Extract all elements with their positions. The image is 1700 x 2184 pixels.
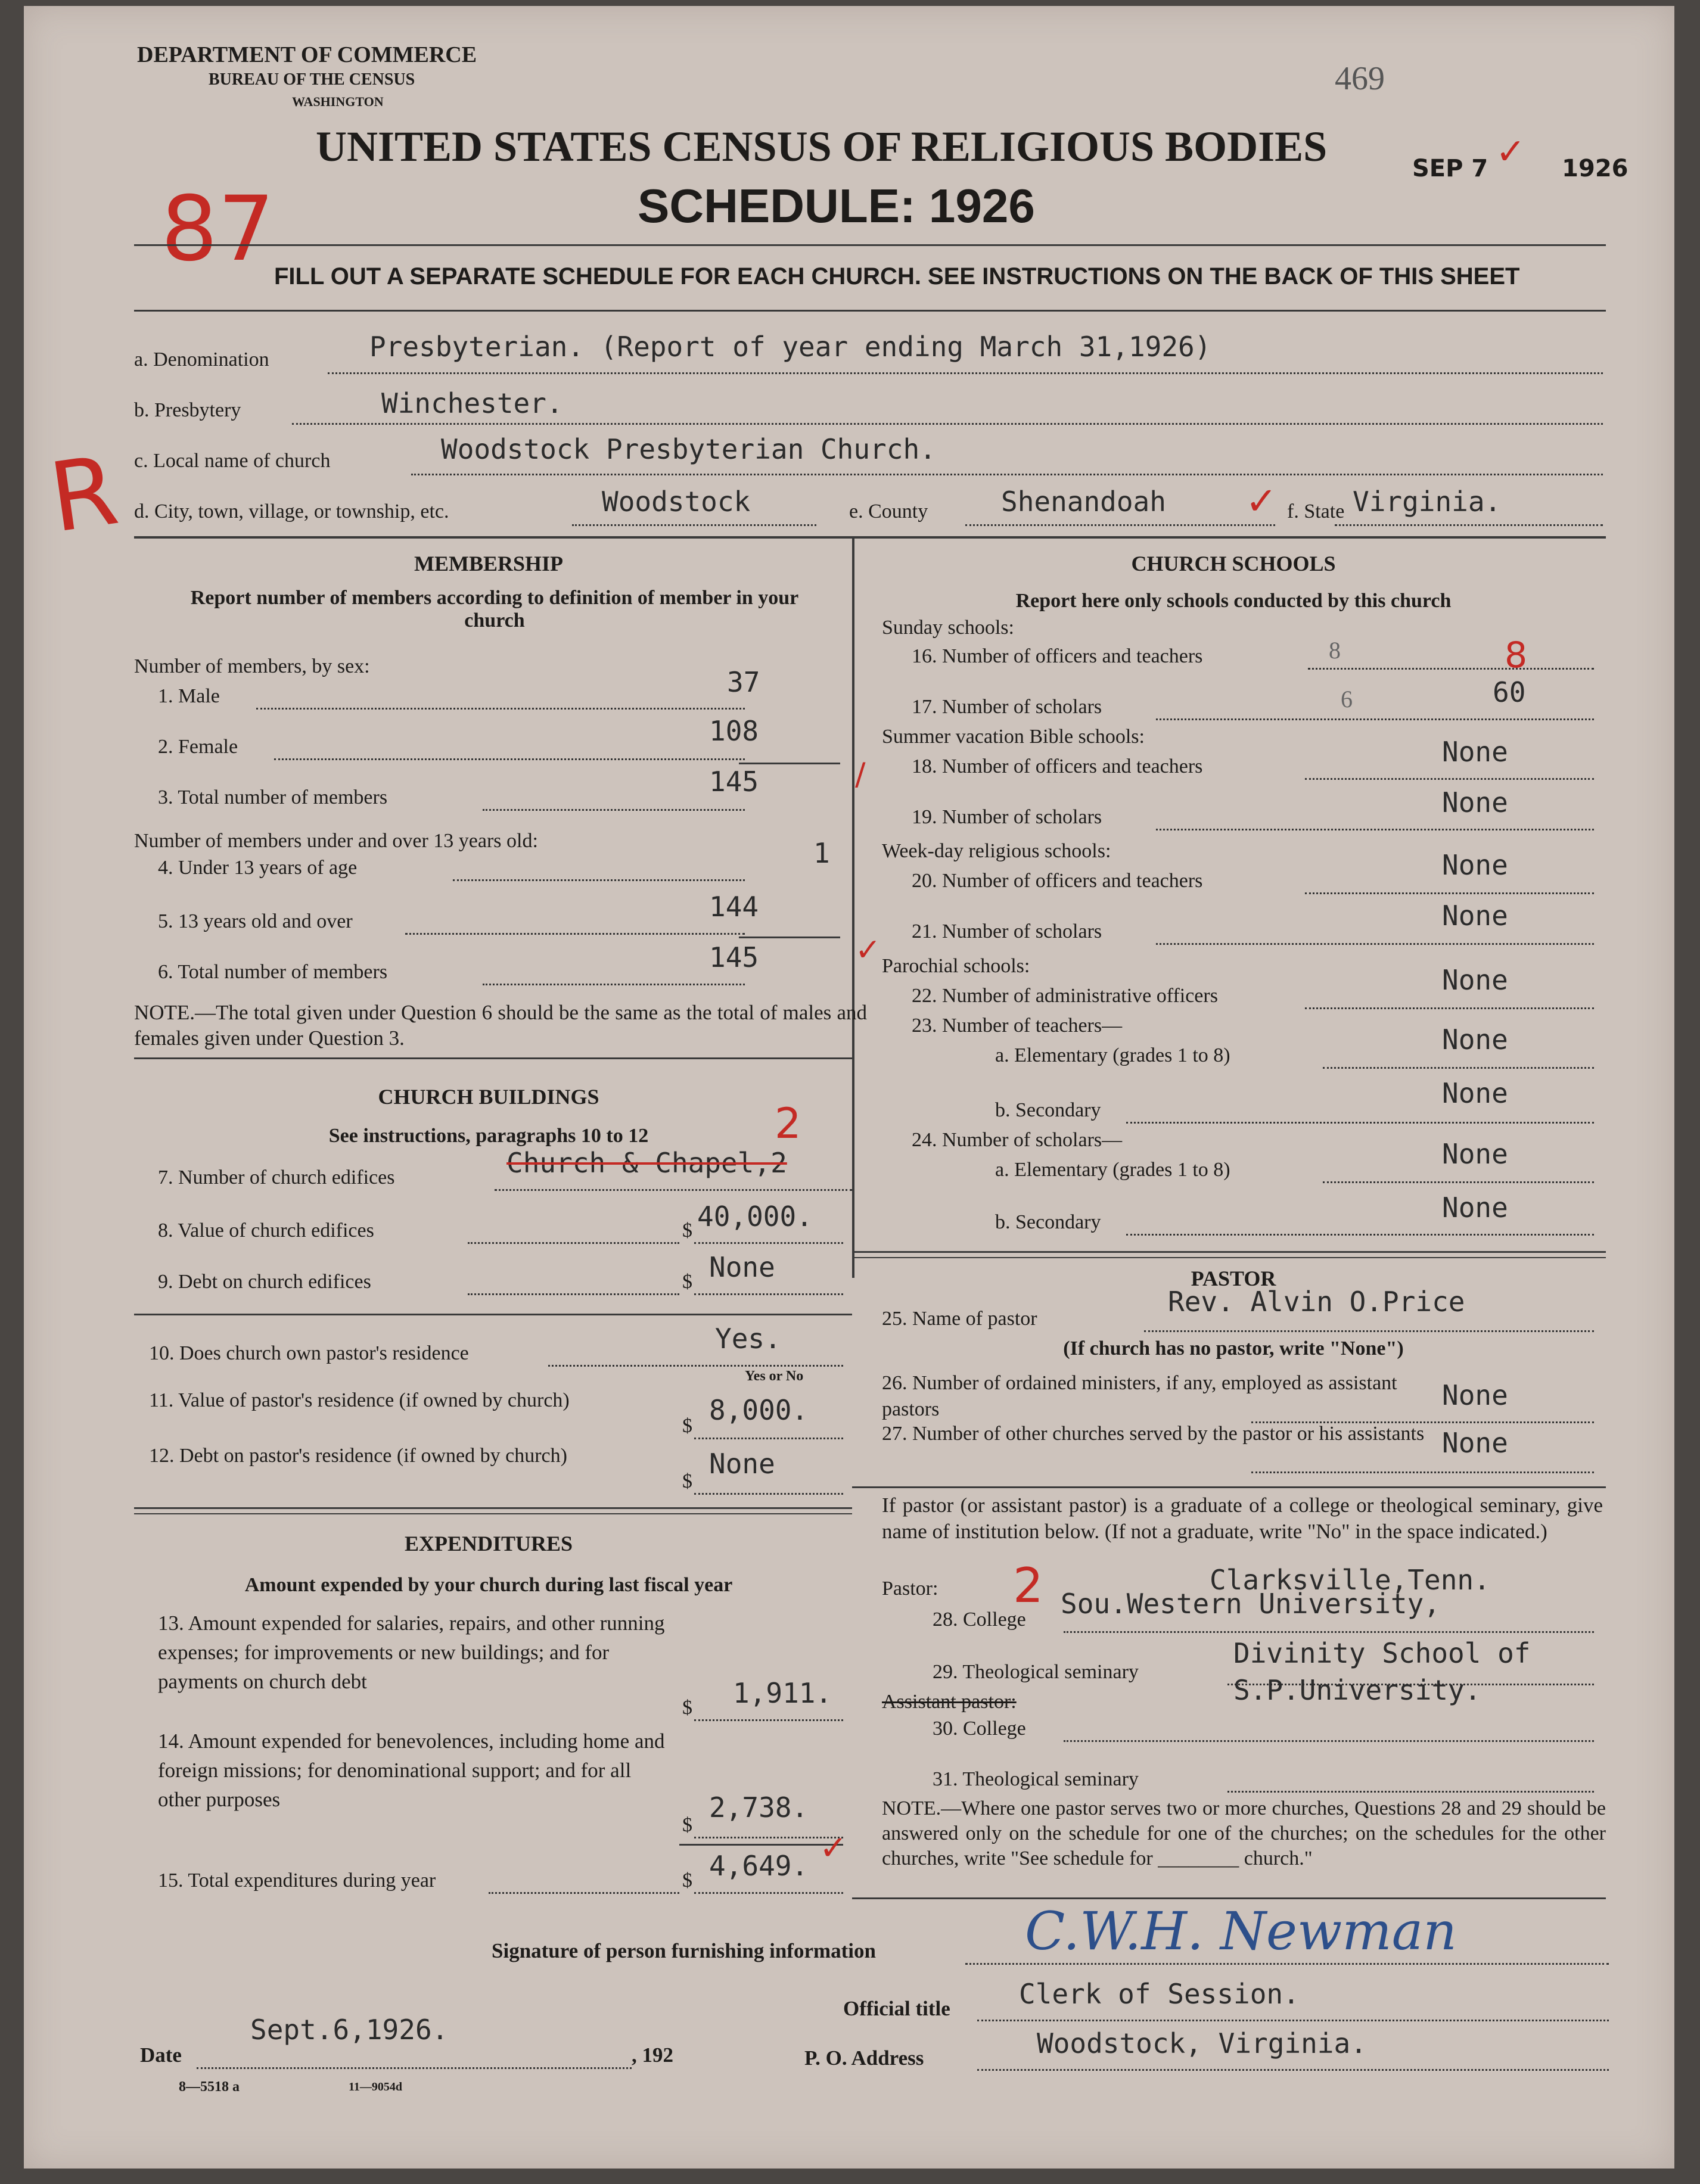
q23-label: 23. Number of teachers— [912, 1015, 1123, 1037]
q1-label: 1. Male [158, 685, 220, 707]
q19-label: 19. Number of scholars [912, 806, 1102, 828]
pastor-heading: PASTOR [1191, 1267, 1276, 1290]
form-title: UNITED STATES CENSUS OF RELIGIOUS BODIES [316, 123, 1328, 170]
membership-subheading: Report number of members according to definition of member in your church [190, 587, 799, 631]
q9-dollar: $ [682, 1271, 692, 1293]
q3-value: 145 [709, 766, 759, 798]
members-by-age-label: Number of members under and over 13 years old: [134, 830, 538, 852]
q27-label: 27. Number of other churches served by the pastor or his assistants [882, 1423, 1425, 1445]
q29-value-line1: Divinity School of [1233, 1637, 1531, 1669]
red-checkmark-county: ✓ [1245, 480, 1278, 524]
q22-value: None [1442, 964, 1508, 996]
q5-label: 5. 13 years old and over [158, 910, 353, 932]
signature-label: Signature of person furnishing information [492, 1939, 876, 1962]
date-label: Date [140, 2043, 182, 2067]
q16-value: 8 [1505, 634, 1528, 676]
red-two-edifices: 2 [775, 1099, 801, 1148]
q10-label: 10. Does church own pastor's residence [149, 1342, 469, 1364]
q26-label: 26. Number of ordained ministers, if any, employed as assistant pastors [882, 1372, 1397, 1420]
q15-dollar: $ [682, 1869, 692, 1891]
q12-dollar: $ [682, 1470, 692, 1492]
q24b-value: None [1442, 1191, 1508, 1224]
q14-value: 2,738. [709, 1791, 809, 1824]
q4-value: 1 [813, 837, 830, 869]
q13-value: 1,911. [733, 1677, 832, 1709]
county-value: Shenandoah [1001, 486, 1166, 518]
q17-label: 17. Number of scholars [912, 696, 1102, 718]
q7-value: Church & Chapel,2 [506, 1147, 787, 1179]
red-r-annotation: R [43, 434, 125, 554]
city-label: d. City, town, village, or township, etc. [134, 500, 449, 522]
q13-dollar: $ [682, 1697, 692, 1719]
q12-value: None [709, 1448, 775, 1480]
q15-value: 4,649. [709, 1850, 809, 1882]
q16-label: 16. Number of officers and teachers [912, 645, 1203, 667]
q14-dollar: $ [682, 1814, 692, 1836]
q19-value: None [1442, 786, 1508, 819]
q20-label: 20. Number of officers and teachers [912, 870, 1203, 892]
po-address-label: P. O. Address [804, 2046, 924, 2070]
q9-value: None [709, 1251, 775, 1283]
stamp-date-left: SEP 7 [1412, 155, 1488, 182]
q18-value: None [1442, 736, 1508, 768]
schedule-title: SCHEDULE: 1926 [638, 179, 1035, 232]
schools-heading: CHURCH SCHOOLS [1131, 552, 1336, 575]
schools-subheading: Report here only schools conducted by this church [1015, 590, 1452, 612]
denomination-label: a. Denomination [134, 349, 269, 371]
church-name-value: Woodstock Presbyterian Church. [441, 433, 936, 465]
q6-value: 145 [709, 941, 759, 973]
q24-label: 24. Number of scholars— [912, 1129, 1123, 1151]
q21-label: 21. Number of scholars [912, 920, 1102, 942]
form-number-2: 11—9054d [349, 2080, 403, 2093]
q11-dollar: $ [682, 1415, 692, 1437]
membership-note: NOTE.—The total given under Question 6 should be the same as the total of males and females given under Question 3. [134, 1001, 867, 1050]
q24a-value: None [1442, 1138, 1508, 1170]
weekday-schools-label: Week-day religious schools: [882, 840, 1111, 862]
members-by-sex-label: Number of members, by sex: [134, 655, 370, 677]
assistant-pastor-subheading: Assistant pastor: [882, 1691, 1017, 1713]
county-label: e. County [849, 500, 928, 522]
q29-value-line2: S.P.University. [1233, 1674, 1481, 1706]
membership-heading: MEMBERSHIP [414, 552, 563, 575]
bureau-name: BUREAU OF THE CENSUS [209, 70, 415, 89]
q22-label: 22. Number of administrative officers [912, 985, 1218, 1007]
po-address-value: Woodstock, Virginia. [1037, 2027, 1367, 2059]
q11-label: 11. Value of pastor's residence (if owned by church) [149, 1389, 570, 1411]
buildings-subheading: See instructions, paragraphs 10 to 12 [328, 1125, 649, 1147]
q6-label: 6. Total number of members [158, 961, 388, 983]
stamp-date-right: 1926 [1562, 155, 1628, 182]
q9-label: 9. Debt on church edifices [158, 1271, 371, 1293]
red-tick-q3: / [855, 757, 866, 792]
q27-value: None [1442, 1427, 1508, 1459]
q5-value: 144 [709, 891, 759, 923]
q25-note: (If church has no pastor, write "None") [1063, 1337, 1404, 1359]
q23a-label: a. Elementary (grades 1 to 8) [995, 1044, 1230, 1066]
q4-label: 4. Under 13 years of age [158, 857, 358, 879]
denomination-value: Presbyterian. (Report of year ending March 31,1926) [369, 331, 1211, 363]
q26-value: None [1442, 1379, 1508, 1411]
sunday-schools-label: Sunday schools: [882, 617, 1014, 639]
red-tick-q6: ✓ [855, 932, 881, 968]
graduate-instruction: If pastor (or assistant pastor) is a graduate of a college or theological seminary, give name of institution below. (If not a graduate, write "No" in the space indicated.) [882, 1494, 1603, 1543]
pastor-note: NOTE.—Where one pastor serves two or more churches, Questions 28 and 29 should be answered only on the schedule for one of the churches; on the schedules for the other churches, write "See schedule for ________ church." [882, 1797, 1606, 1869]
church-name-label: c. Local name of church [134, 450, 331, 472]
state-value: Virginia. [1353, 486, 1502, 518]
q23b-value: None [1442, 1077, 1508, 1109]
instruction-banner: FILL OUT A SEPARATE SCHEDULE FOR EACH CHURCH. SEE INSTRUCTIONS ON THE BACK OF THIS SHEET [274, 263, 1520, 290]
q13-label: 13. Amount expended for salaries, repairs, and other running expenses; for improvements or new buildings; and for payments on church debt [158, 1611, 665, 1693]
census-schedule-sheet [24, 6, 1674, 2169]
q2-value: 108 [709, 715, 759, 747]
red-checkmark: ✓ [1496, 131, 1526, 173]
q29-label: 29. Theological seminary [933, 1661, 1139, 1683]
yes-no-hint: Yes or No [745, 1368, 804, 1384]
q10-value: Yes. [715, 1323, 781, 1355]
college-place: Clarksville,Tenn. [1210, 1564, 1490, 1596]
q16-pencil: 8 [1329, 637, 1341, 664]
red-tick-q15: ✓ [819, 1829, 847, 1868]
q30-label: 30. College [933, 1718, 1026, 1740]
q25-value: Rev. Alvin O.Price [1168, 1286, 1465, 1318]
q23b-label: b. Secondary [995, 1099, 1101, 1121]
pastor-subheading: Pastor: [882, 1578, 938, 1600]
q1-value: 37 [727, 666, 760, 698]
official-title-label: Official title [843, 1997, 950, 2020]
date-year-suffix: , 192 [632, 2043, 673, 2067]
q7-label: 7. Number of church edifices [158, 1166, 395, 1189]
q17-value: 60 [1493, 676, 1526, 708]
q24b-label: b. Secondary [995, 1211, 1101, 1233]
expenditures-heading: EXPENDITURES [404, 1532, 573, 1555]
state-label: f. State [1287, 500, 1345, 522]
parochial-schools-label: Parochial schools: [882, 955, 1030, 977]
signature-value: C.W.H. Newman [1025, 1900, 1457, 1962]
q25-label: 25. Name of pastor [882, 1308, 1037, 1330]
presbytery-label: b. Presbytery [134, 399, 241, 421]
q18-label: 18. Number of officers and teachers [912, 755, 1203, 777]
q8-label: 8. Value of church edifices [158, 1219, 374, 1242]
buildings-heading: CHURCH BUILDINGS [378, 1085, 599, 1109]
red-number-annotation: 87 [161, 178, 275, 281]
date-value: Sept.6,1926. [250, 2014, 449, 2046]
q12-label: 12. Debt on pastor's residence (if owned by church) [149, 1445, 567, 1467]
department-name: DEPARTMENT OF COMMERCE [137, 42, 477, 67]
presbytery-value: Winchester. [381, 387, 563, 419]
expenditures-subheading: Amount expended by your church during last fiscal year [244, 1574, 733, 1596]
q20-value: None [1442, 849, 1508, 881]
q21-value: None [1442, 900, 1508, 932]
summer-schools-label: Summer vacation Bible schools: [882, 726, 1145, 748]
q31-label: 31. Theological seminary [933, 1768, 1139, 1790]
form-number: 8—5518 a [179, 2079, 240, 2095]
q8-dollar: $ [682, 1219, 692, 1242]
city-value: Woodstock [602, 486, 751, 518]
q17-pencil: 6 [1341, 686, 1353, 713]
q28-label: 28. College [933, 1609, 1026, 1631]
q2-label: 2. Female [158, 736, 238, 758]
q8-value: 40,000. [697, 1200, 813, 1233]
q15-label: 15. Total expenditures during year [158, 1869, 436, 1891]
city-name: WASHINGTON [292, 94, 384, 109]
q11-value: 8,000. [709, 1394, 809, 1426]
q14-label: 14. Amount expended for benevolences, including home and foreign missions; for denominational support; and for all other purposes [158, 1729, 665, 1811]
red-two-pastor: 2 [1013, 1558, 1043, 1613]
q24a-label: a. Elementary (grades 1 to 8) [995, 1159, 1230, 1181]
official-title-value: Clerk of Session. [1019, 1978, 1300, 2010]
q23a-value: None [1442, 1023, 1508, 1056]
q28-value: Sou.Western University, [1061, 1588, 1440, 1620]
stamp-number: 469 [1335, 60, 1385, 97]
q3-label: 3. Total number of members [158, 786, 388, 808]
